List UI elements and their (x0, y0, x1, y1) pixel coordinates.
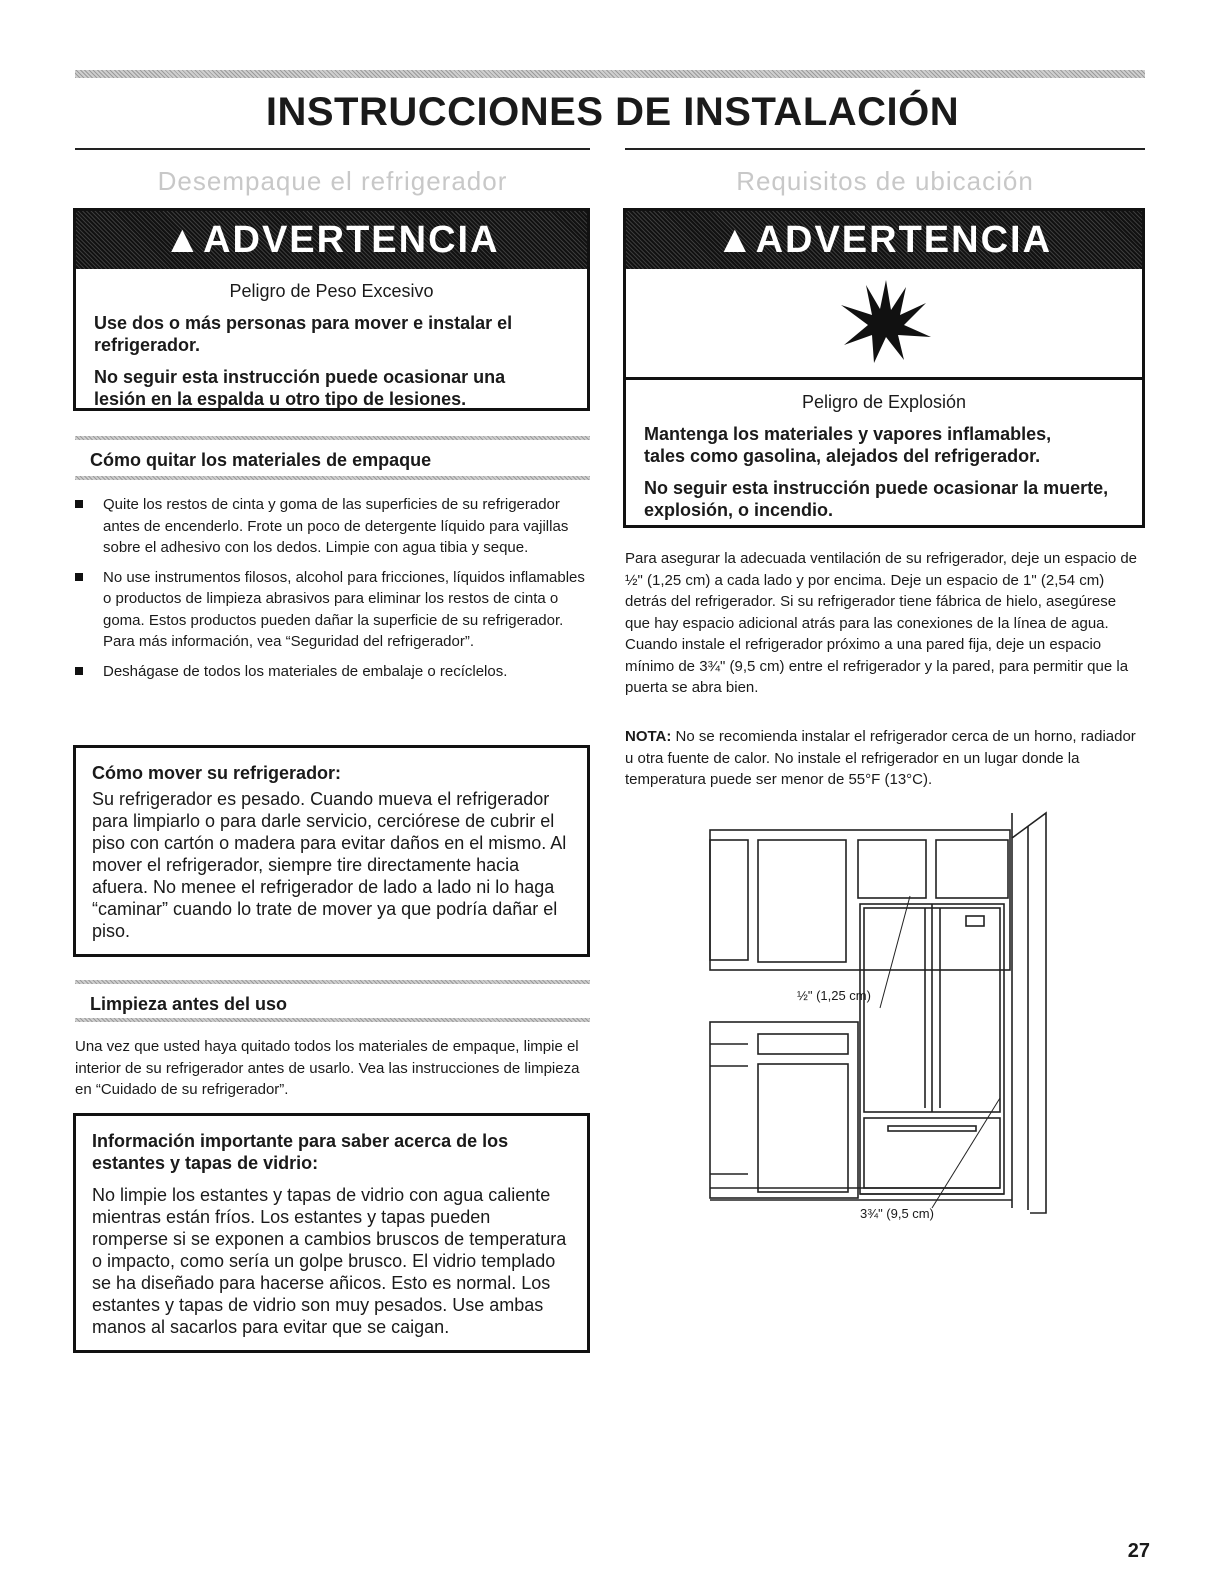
installation-clearance-diagram (700, 808, 1060, 1228)
list-item: Deshágase de todos los materiales de embalaje o recíclelos. (75, 661, 587, 683)
moving-info-box (73, 745, 590, 957)
cleaning-text: Una vez que usted haya quitado todos los materiales de empaque, limpie el interior de su refrigerador antes de usarlo. Vea las instrucciones de limpieza en “Cuidado de su refrigerador”. (75, 1038, 580, 1098)
top-banner-bar (75, 70, 1145, 78)
glass-text: No limpie los estantes y tapas de vidrio con agua caliente mientras están fríos. Los estantes y tapas pueden romperse si se exponen a cambios bruscos de temperatura o impacto, como sería un golpe brusco. El vidrio templado se ha diseñado para hacerse añicos. Esto es normal. Los estantes y tapas de vidrio son muy pesados. Use ambas manos al sacarlos para evitar que se caigan. (92, 1185, 567, 1337)
right-section-rule (625, 148, 1145, 150)
moving-title: Cómo mover su refrigerador: (92, 763, 342, 783)
ventilation-paragraph: Para asegurar la adecuada ventilación de su refrigerador, deje un espacio de ½" (1,25 cm) a cada lado y por encima. Deje un espacio de 1" (2,54 cm) detrás del refrigerador. Si su refrigerador tiene fábrica de hielo, asegúrese que hay espacio adicional atrás para las conexiones de la línea de agua. Cuando instale el refrigerador próximo a una pared fija, deje un espacio mínimo de 3¾" (9,5 cm) entre el refrigerador y la pared, para permitir que la puerta se abra bien. (625, 550, 1138, 696)
list-item: Quite los restos de cinta y goma de las superficies de su refrigerador antes de encenderlo. Frote un poco de detergente líquido para vajillas sobre el adhesivo con los dedos. Limpie con agua tibia y seque. (75, 494, 587, 559)
note-paragraph (625, 726, 1140, 791)
warning-triangle-icon: ▲ (715, 219, 756, 261)
wall-clearance-label: 3¾" (9,5 cm) (860, 1206, 934, 1221)
weight-warning-box (73, 208, 590, 411)
page-title: INSTRUCCIONES DE INSTALACIÓN (265, 90, 960, 134)
explosion-icon (836, 275, 936, 365)
cleaning-heading: Limpieza antes del uso (90, 994, 288, 1014)
glass-title: Información importante para saber acerca de los estantes y tapas de vidrio: (92, 1131, 509, 1173)
page-number: 27 (1127, 1540, 1150, 1562)
packing-heading-rule-bottom (75, 476, 590, 480)
packing-heading-rule-top (75, 436, 590, 440)
cleaning-heading-rule-bottom (75, 1018, 590, 1022)
warning-header: ▲ADVERTENCIA (626, 211, 1142, 269)
warning-triangle-icon: ▲ (163, 219, 204, 261)
moving-text: Su refrigerador es pesado. Cuando mueva el refrigerador para limpiarlo o para darle servicio, cerciórese de cubrir el piso con cartón o madera para evitar daños en el mismo. Al mover el refrigerador, siempre tire directamente hacia afuera. No menee el refrigerador de lado a lado ni lo haga “caminar” cuando lo trate de mover ya que podría dañar el piso. (92, 789, 567, 941)
weight-warning-line1: Use dos o más personas para mover e instalar el refrigerador. (94, 313, 513, 355)
note-text: No se recomienda instalar el refrigerador cerca de un horno, radiador u otra fuente de calor. No instale el refrigerador en un lugar donde la temperatura puede ser menor de 55°F (13°C). (625, 728, 1136, 788)
right-section-title: Requisitos de ubicación (736, 166, 1034, 196)
warning-header: ▲ADVERTENCIA (76, 211, 587, 269)
cleaning-heading-rule-top (75, 980, 590, 984)
list-item: No use instrumentos filosos, alcohol para fricciones, líquidos inflamables o productos de limpieza abrasivos para eliminar los restos de cinta o goma. Estos productos pueden dañar la superficie de su refrigerador. Para más información, vea “Seguridad del refrigerador”. (75, 567, 587, 653)
weight-hazard-title: Peligro de Peso Excesivo (229, 281, 434, 301)
left-section-rule (75, 148, 590, 150)
left-section-title: Desempaque el refrigerador (157, 166, 508, 196)
weight-warning-line2: No seguir esta instrucción puede ocasionar una lesión en la espalda u otro tipo de lesiones. (94, 367, 506, 409)
explosion-pictogram-area (626, 269, 1142, 380)
note-label: NOTA: (625, 728, 672, 745)
explosion-hazard-title: Peligro de Explosión (801, 392, 967, 412)
explosion-warning-line1: Mantenga los materiales y vapores inflamables, tales como gasolina, alejados del refrigerador. (644, 424, 1052, 466)
explosion-warning-line2: No seguir esta instrucción puede ocasionar la muerte, explosión, o incendio. (644, 478, 1109, 520)
side-clearance-label: ½" (1,25 cm) (797, 988, 871, 1003)
glass-info-box (73, 1113, 590, 1353)
packing-heading: Cómo quitar los materiales de empaque (90, 450, 432, 470)
explosion-warning-box (623, 208, 1145, 528)
packing-list (75, 494, 587, 690)
